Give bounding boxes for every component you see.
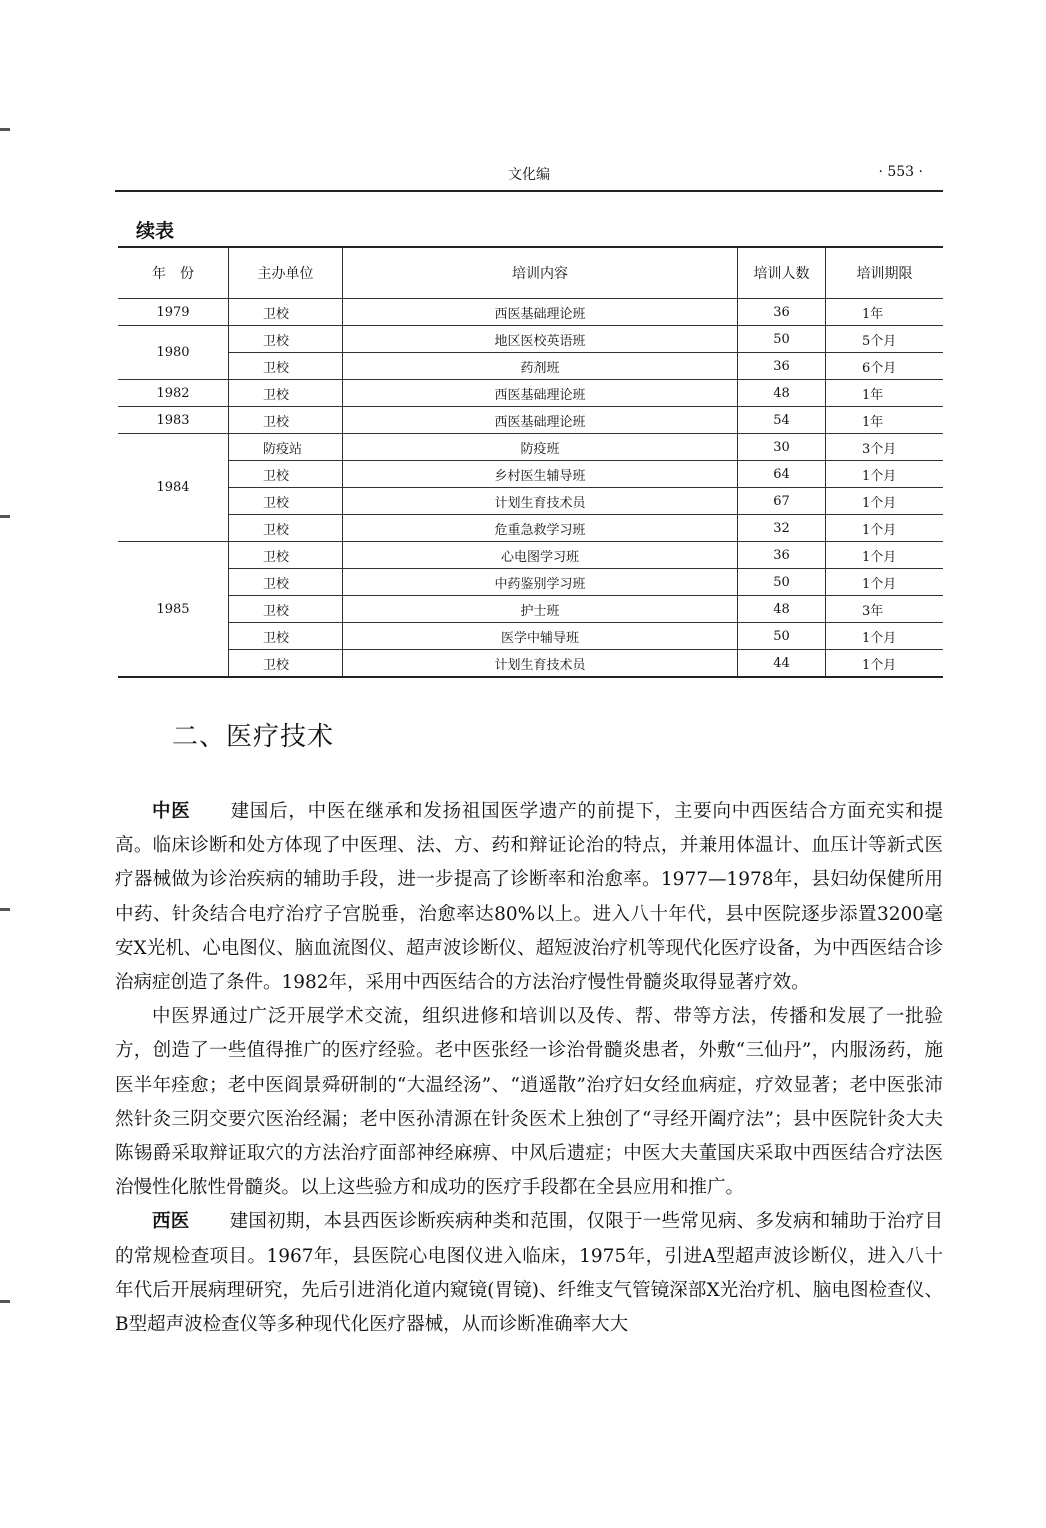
table-row [118, 623, 943, 650]
unit-cell: 卫校 [229, 623, 343, 650]
table-header-row [118, 247, 943, 299]
content-cell: 心电图学习班 [343, 542, 738, 569]
table-caption: 续表 [136, 220, 175, 242]
header-section: 文化编 [508, 167, 550, 183]
paragraph-text: 中医界通过广泛开展学术交流，组织进修和培训以及传、帮、带等方法，传播和发展了一批验方，创造了一些值得推广的医疗经验。老中医张经一诊治骨髓炎患者，外敷“三仙丹”，内服汤药，施医半年痊愈；老中医阎景舜研制的“大温经汤”、“逍遥散”治疗妇女经血病症，疗效显著；老中医张沛然针灸三阴交要穴医治经漏；老中医孙清源在针灸医术上独创了“寻经开阖疗法”；县中医院针灸大夫陈锡爵采取辩证取穴的方法治疗面部神经麻痹、中风后遗症；中医大夫董国庆采取中西医结合疗法医治慢性化脓性骨髓炎。以上这些验方和成功的医疗手段都在全县应用和推广。 [115, 1006, 943, 1199]
content-cell: 药剂班 [343, 353, 738, 380]
column-header-count: 培训人数 [738, 247, 826, 299]
count-cell: 48 [738, 380, 826, 407]
period-cell: 1个月 [826, 569, 944, 596]
paragraph-western [115, 1205, 943, 1342]
count-cell: 64 [738, 461, 826, 488]
table-row [118, 461, 943, 488]
year-cell: 1984 [118, 434, 229, 542]
period-cell: 5个月 [826, 326, 944, 353]
table-row [118, 434, 943, 461]
section-title: 二、医疗技术 [172, 722, 335, 752]
column-header-unit: 主办单位 [229, 247, 343, 299]
content-cell: 计划生育技术员 [343, 488, 738, 515]
year-cell: 1980 [118, 326, 229, 380]
period-cell: 1个月 [826, 488, 944, 515]
period-cell: 3年 [826, 596, 944, 623]
unit-cell: 卫校 [229, 569, 343, 596]
count-cell: 54 [738, 407, 826, 434]
table-row [118, 596, 943, 623]
paragraph-lead: 中医 [152, 801, 191, 822]
period-cell: 6个月 [826, 353, 944, 380]
unit-cell: 卫校 [229, 542, 343, 569]
unit-cell: 卫校 [229, 488, 343, 515]
scan-artifact [0, 1300, 10, 1303]
count-cell: 36 [738, 353, 826, 380]
table-body [118, 299, 943, 678]
table-row [118, 515, 943, 542]
count-cell: 48 [738, 596, 826, 623]
paragraph-tcm-experience [115, 1000, 943, 1205]
unit-cell: 卫校 [229, 596, 343, 623]
unit-cell: 卫校 [229, 407, 343, 434]
unit-cell: 防疫站 [229, 434, 343, 461]
scan-artifact [0, 908, 10, 911]
count-cell: 67 [738, 488, 826, 515]
table-row [118, 353, 943, 380]
page-number: · 553 · [878, 164, 923, 180]
table-row [118, 488, 943, 515]
content-cell: 西医基础理论班 [343, 407, 738, 434]
column-header-period: 培训期限 [826, 247, 944, 299]
year-cell: 1982 [118, 380, 229, 407]
scan-artifact [0, 515, 10, 518]
paragraph-lead: 西医 [152, 1211, 190, 1233]
running-header [115, 160, 943, 192]
count-cell: 50 [738, 623, 826, 650]
period-cell: 1年 [826, 407, 944, 434]
table-row [118, 299, 943, 326]
year-cell: 1979 [118, 299, 229, 326]
content-cell: 防疫班 [343, 434, 738, 461]
table-row [118, 542, 943, 569]
unit-cell: 卫校 [229, 515, 343, 542]
count-cell: 30 [738, 434, 826, 461]
count-cell: 50 [738, 326, 826, 353]
period-cell: 1年 [826, 299, 944, 326]
paragraph-tcm [115, 795, 943, 1000]
scan-artifact [0, 128, 10, 131]
unit-cell: 卫校 [229, 353, 343, 380]
unit-cell: 卫校 [229, 380, 343, 407]
table-row [118, 650, 943, 678]
content-cell: 危重急救学习班 [343, 515, 738, 542]
table-row [118, 569, 943, 596]
content-cell: 地区医校英语班 [343, 326, 738, 353]
paragraph-text: 建国初期，本县西医诊断疾病种类和范围，仅限于一些常见病、多发病和辅助于治疗目的常规检查项目。1967年，县医院心电图仪进入临床，1975年，引进A型超声波诊断仪，进入八十年代后开展病理研究，先后引进消化道内窥镜(胃镜)、纤维支气管镜深部X光治疗机、脑电图检查仪、B型超声波检查仪等多种现代化医疗器械，从而诊断准确率大大 [115, 1211, 943, 1336]
training-table [118, 246, 943, 678]
table-row [118, 380, 943, 407]
content-cell: 计划生育技术员 [343, 650, 738, 678]
period-cell: 1个月 [826, 623, 944, 650]
unit-cell: 卫校 [229, 299, 343, 326]
content-cell: 医学中辅导班 [343, 623, 738, 650]
content-cell: 中药鉴别学习班 [343, 569, 738, 596]
count-cell: 50 [738, 569, 826, 596]
column-header-content: 培训内容 [343, 247, 738, 299]
period-cell: 1年 [826, 380, 944, 407]
period-cell: 3个月 [826, 434, 944, 461]
period-cell: 1个月 [826, 650, 944, 678]
table-row [118, 326, 943, 353]
unit-cell: 卫校 [229, 461, 343, 488]
count-cell: 44 [738, 650, 826, 678]
year-cell: 1985 [118, 542, 229, 678]
count-cell: 32 [738, 515, 826, 542]
year-cell: 1983 [118, 407, 229, 434]
period-cell: 1个月 [826, 542, 944, 569]
count-cell: 36 [738, 299, 826, 326]
body-text [115, 795, 943, 1342]
unit-cell: 卫校 [229, 650, 343, 678]
content-cell: 西医基础理论班 [343, 299, 738, 326]
content-cell: 乡村医生辅导班 [343, 461, 738, 488]
paragraph-text: 建国后，中医在继承和发扬祖国医学遗产的前提下，主要向中西医结合方面充实和提高。临床诊断和处方体现了中医理、法、方、药和辩证论治的特点，并兼用体温计、血压计等新式医疗器械做为诊治疾病的辅助手段，进一步提高了诊断率和治愈率。1977—1978年，县妇幼保健所用中药、针灸结合电疗治疗子宫脱垂，治愈率达80%以上。进入八十年代，县中医院逐步添置3200毫安X光机、心电图仪、脑血流图仪、超声波诊断仪、超短波治疗机等现代化医疗设备，为中西医结合诊治病症创造了条件。1982年，采用中西医结合的方法治疗慢性骨髓炎取得显著疗效。 [115, 801, 943, 994]
content-cell: 护士班 [343, 596, 738, 623]
count-cell: 36 [738, 542, 826, 569]
table-row [118, 407, 943, 434]
unit-cell: 卫校 [229, 326, 343, 353]
period-cell: 1个月 [826, 515, 944, 542]
period-cell: 1个月 [826, 461, 944, 488]
column-header-year: 年 份 [118, 247, 229, 299]
content-cell: 西医基础理论班 [343, 380, 738, 407]
